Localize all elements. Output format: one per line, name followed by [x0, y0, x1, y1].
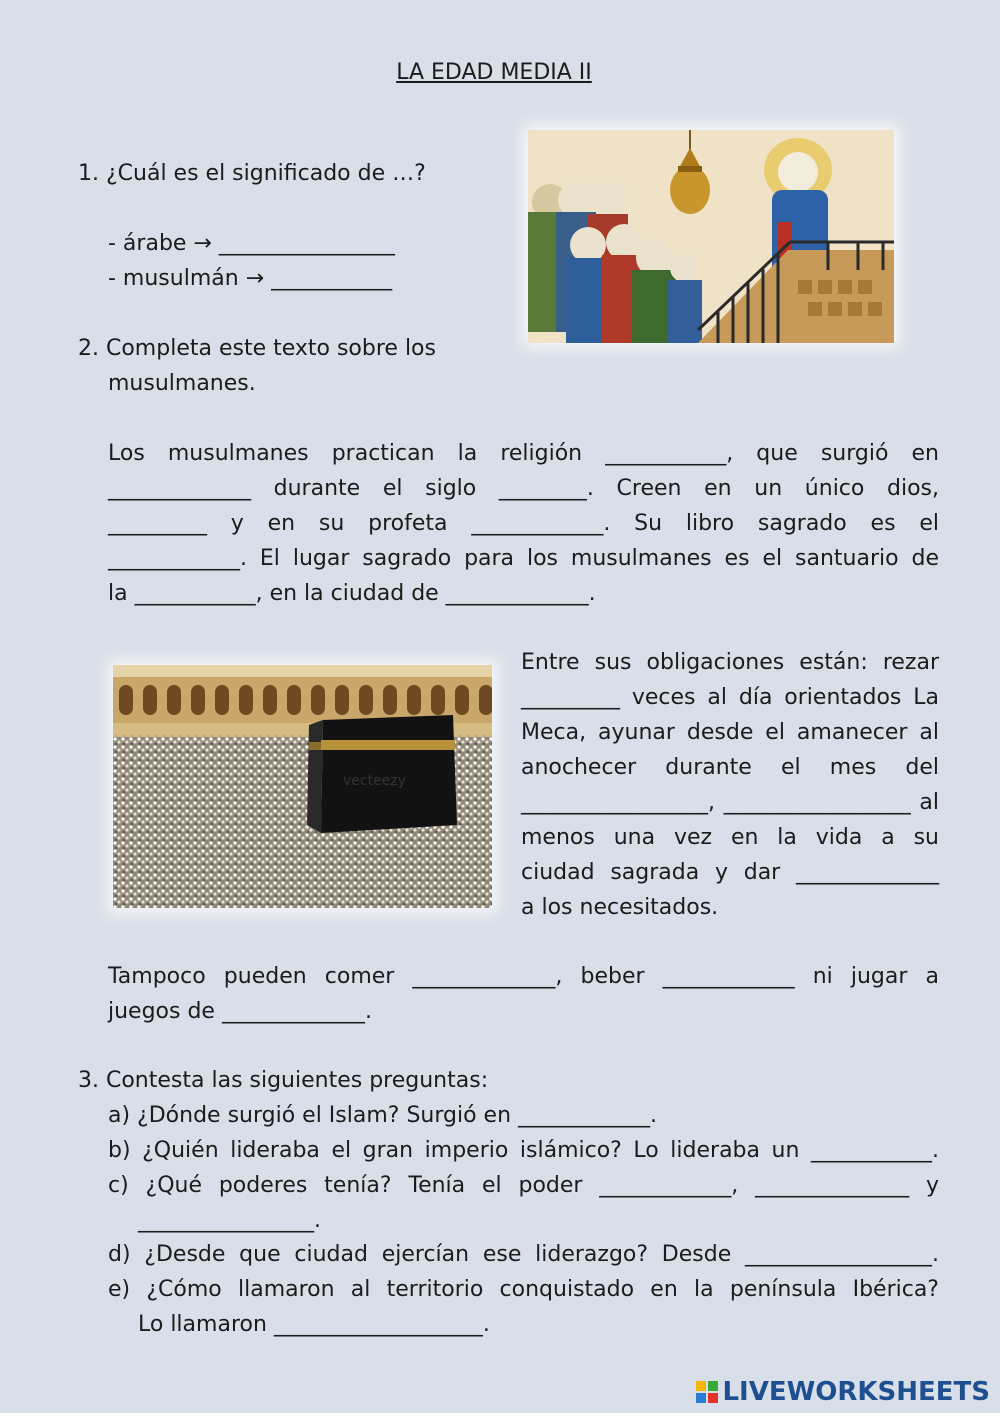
q2-para2-line: _________ veces al día orientados La	[521, 685, 939, 710]
page-title: LA EDAD MEDIA II	[396, 60, 592, 85]
q3-heading: 3. Contesta las siguientes preguntas:	[78, 1068, 489, 1093]
q3-item-b: b) ¿Quién lideraba el gran imperio islámico? Lo lideraba un ___________.	[108, 1138, 939, 1163]
q2-para1-line: _________ y en su profeta ____________. Su libro sagrado es el	[108, 511, 939, 536]
q2-para2-line: Meca, ayunar desde el amanecer al	[521, 720, 939, 745]
q3-item-d: d) ¿Desde que ciudad ejercían ese liderazgo? Desde _________________.	[108, 1242, 939, 1267]
q3-item-c: c) ¿Qué poderes tenía? Tenía el poder ____________, ______________ y	[108, 1173, 939, 1198]
q1-arabe-line: - árabe → ________________	[108, 231, 395, 256]
q2-para1-line: ____________. El lugar sagrado para los musulmanes es el santuario de	[108, 546, 939, 571]
q2-para1-last-line: la ___________, en la ciudad de _____________.	[108, 581, 596, 606]
photo-kaaba	[113, 665, 492, 908]
liveworksheets-logo[interactable]	[696, 1377, 990, 1407]
q2-para2-line: menos una vez en la vida a su	[521, 825, 939, 850]
q3-item-e-continuation: Lo llamaron ___________________.	[138, 1312, 490, 1337]
liveworksheets-icon	[696, 1380, 718, 1402]
q2-para2-line: _________________, _________________ al	[521, 790, 939, 815]
brand-name: LIVEWORKSHEETS	[722, 1377, 990, 1407]
q1-question: 1. ¿Cuál es el significado de …?	[78, 161, 426, 186]
q2-para2-line: Entre sus obligaciones están: rezar	[521, 650, 939, 675]
q2-para2-line: ciudad sagrada y dar _____________	[521, 860, 939, 885]
q2-para3-line: Tampoco pueden comer _____________, beber ____________ ni jugar a	[108, 964, 939, 989]
q3-item-a: a) ¿Dónde surgió el Islam? Surgió en ____________.	[108, 1103, 658, 1128]
illustration-preacher	[528, 130, 894, 343]
q2-para1-line: Los musulmanes practican la religión ___________, que surgió en	[108, 441, 939, 466]
q2-heading-line2: musulmanes.	[108, 371, 256, 396]
svg-text:vecteezy: vecteezy	[343, 773, 406, 789]
q2-para2-last-line: a los necesitados.	[521, 895, 719, 920]
q3-item-e: e) ¿Cómo llamaron al territorio conquistado en la península Ibérica?	[108, 1277, 939, 1302]
q1-musulman-line: - musulmán → ___________	[108, 266, 393, 291]
q2-para3-last-line: juegos de _____________.	[108, 999, 372, 1024]
q2-heading-line1: 2. Completa este texto sobre los	[78, 336, 436, 361]
q3-item-c-continuation: ________________.	[138, 1208, 321, 1233]
q2-para1-line: _____________ durante el siglo ________. Creen en un único dios,	[108, 476, 939, 501]
q2-para2-line: anochecer durante el mes del	[521, 755, 939, 780]
